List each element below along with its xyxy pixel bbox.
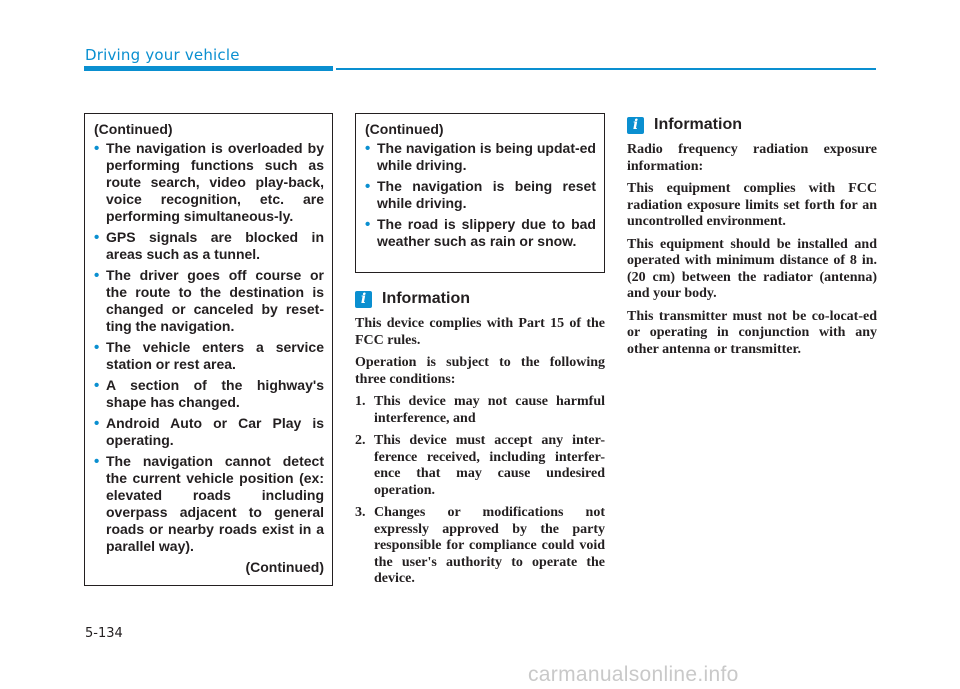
header-rule-thick [84,66,333,71]
list-item [93,229,324,263]
list-item [93,339,324,373]
list-item [93,453,324,555]
bullet-icon: • [94,229,100,246]
information-heading [627,116,742,134]
item-text: Changes or modifications not expressly approved by the party responsible for compliance could void the user's authority to operate the device. [374,505,605,586]
bullet-icon: • [365,178,371,195]
continued-label: (Continued) [365,121,444,137]
paragraph: Operation is subject to the following three conditions: [355,355,605,387]
bullet-icon: • [94,267,100,284]
item-text: This device must accept any inter-ference received, including interfer-ence that may cause undesired operation. [374,433,605,498]
caution-box-middle [355,113,605,273]
page-number: 5-134 [85,626,123,641]
list-item-text: GPS signals are blocked in areas such as a tunnel. [106,229,324,262]
bullet-list [93,140,324,555]
bullet-icon: • [94,140,100,157]
bullet-icon: • [365,140,371,157]
numbered-item [355,433,605,499]
list-item-text: The road is slippery due to bad weather such as rain or snow. [377,216,596,249]
information-title: Information [654,116,742,133]
caution-box-left [84,113,333,586]
numbered-item [355,505,605,588]
bullet-list [364,140,596,250]
list-item-text: The navigation is being reset while driving. [377,178,596,211]
list-item [93,140,324,225]
list-item-text: The navigation is overloaded by performing functions such as route search, video play-back, voice recognition, etc. are performing simultaneous-ly. [106,140,324,224]
paragraph: This equipment complies with FCC radiation exposure limits set forth for an uncontrolled environment. [627,181,877,229]
list-item [364,140,596,174]
item-number: 3. [355,505,366,520]
bullet-icon: • [365,216,371,233]
list-item [93,267,324,335]
list-item-text: Android Auto or Car Play is operating. [106,415,324,448]
header-rule-thin [336,68,876,70]
info-icon: i [355,291,372,308]
list-item [93,415,324,449]
section-title: Driving your vehicle [85,46,240,64]
paragraph: This device complies with Part 15 of the FCC rules. [355,316,605,348]
rf-exposure-information-body [627,142,877,364]
bullet-icon: • [94,377,100,394]
item-number: 2. [355,433,366,448]
list-item-text: The driver goes off course or the route to the destination is changed or canceled by reset-ting the navigation. [106,267,324,334]
information-title: Information [382,290,470,307]
bullet-icon: • [94,453,100,470]
paragraph: Radio frequency radiation exposure information: [627,142,877,174]
item-text: This device may not cause harmful interference, and [374,394,605,426]
bullet-icon: • [94,415,100,432]
item-number: 1. [355,394,366,409]
fcc-information-body [355,316,605,594]
bullet-icon: • [94,339,100,356]
info-icon: i [627,117,644,134]
list-item [93,377,324,411]
information-heading [355,290,470,308]
list-item-text: A section of the highway's shape has changed. [106,377,324,410]
continued-label: (Continued) [245,559,324,575]
paragraph: This transmitter must not be co-locat-ed or operating in conjunction with any other antenna or transmitter. [627,308,877,357]
list-item-text: The navigation is being updat-ed while driving. [377,140,596,173]
list-item [364,216,596,250]
watermark: carmanualsonline.info [528,663,739,686]
numbered-item [355,394,605,427]
list-item-text: The navigation cannot detect the current vehicle position (ex: elevated roads including overpass adjacent to general roads or nearby roads exist in a parallel way). [106,453,324,554]
continued-label: (Continued) [94,121,173,137]
list-item [364,178,596,212]
list-item-text: The vehicle enters a service station or rest area. [106,339,324,372]
paragraph: This equipment should be installed and operated with minimum distance of 8 in. (20 cm) between the radiator (antenna) and your body. [627,236,877,301]
